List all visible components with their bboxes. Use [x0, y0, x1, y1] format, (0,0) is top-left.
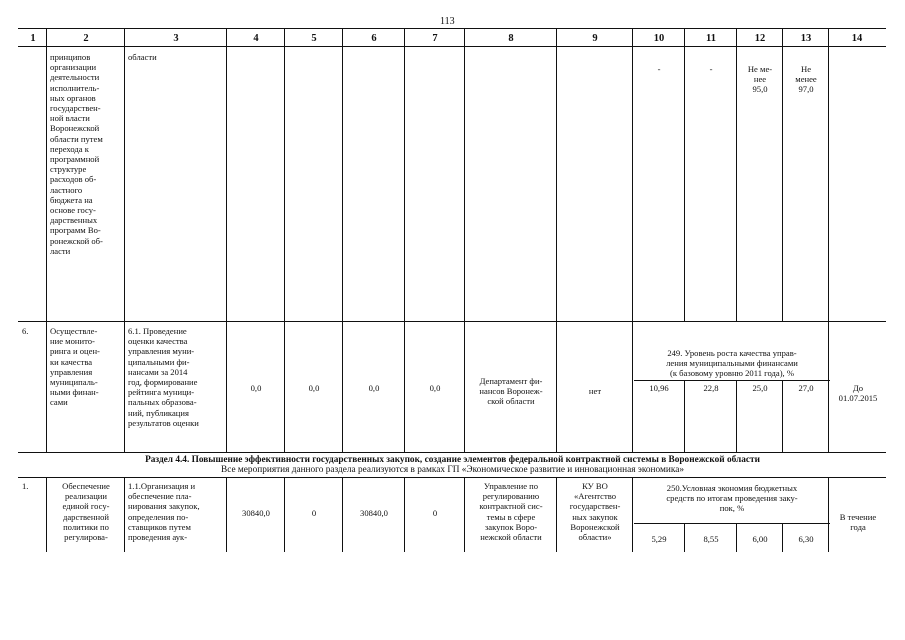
- column-number: 11: [706, 33, 716, 44]
- measure-text: области: [128, 52, 157, 62]
- value-col10: 10,96: [649, 383, 669, 393]
- value-col11: -: [709, 64, 713, 74]
- column-number: 6: [371, 33, 377, 44]
- page-number: 113: [440, 16, 455, 27]
- value-col12: Не ме- нее 95,0: [747, 64, 773, 95]
- indicator-text: 250.Условная экономия бюджетных средств по итогам проведения заку- пок, %: [666, 483, 798, 514]
- section-subtitle: Все мероприятия данного раздела реализуются в рамках ГП «Экономическое развитие и инновационная экономика»: [221, 465, 684, 475]
- goal-text: Обеспечение реализации единой госу- дарственной политики по регулирова-: [62, 481, 110, 543]
- value-col4: 30840,0: [242, 508, 270, 518]
- column-number: 8: [508, 33, 514, 44]
- section-title: Раздел 4.4. Повышение эффективности государственных закупок, создание элементов федеральной контрактной системы в Воронежской области: [145, 455, 760, 465]
- row-number: 1.: [22, 481, 29, 491]
- term-text: В течение года: [839, 512, 877, 533]
- column-number: 5: [311, 33, 317, 44]
- executor-text: Управление по регулированию контрактной сис- темы в сфере закупок Воро- нежской области: [479, 481, 543, 543]
- indicator-text: 249. Уровень роста качества управ- ления муниципальными финансами (к базовому уровню 2011 года), %: [666, 348, 798, 379]
- participant-text: КУ ВО «Агентство государствен- ных закупок Воронежской области»: [569, 481, 621, 543]
- value-col7: 0: [432, 508, 438, 518]
- measure-text: 1.1.Организация и обеспечение пла- нирования закупок, определения по- ставщиков путем проведения аук-: [128, 481, 200, 543]
- goal-text: принципов организации деятельности исполнитель- ных органов государствен- ной власти Воронежской области путем перехода к программной структуре расходов об- ластного бюджета на основе госу- дарственных программ Во- ронежской об- ласти: [50, 52, 103, 256]
- value-col11: 8,55: [703, 534, 719, 544]
- column-number: 13: [800, 33, 812, 44]
- row-number: 6.: [22, 326, 29, 336]
- column-number: 3: [173, 33, 179, 44]
- value-col7: 0,0: [429, 383, 441, 393]
- column-number: 10: [653, 33, 665, 44]
- value-col4: 0,0: [250, 383, 262, 393]
- term-text: До 01.07.2015: [838, 383, 878, 404]
- executor-text: Департамент фи- нансов Воронеж- ской области: [479, 376, 543, 407]
- column-number: 1: [30, 33, 36, 44]
- column-number: 2: [83, 33, 89, 44]
- column-number: 7: [432, 33, 438, 44]
- value-col5: 0,0: [308, 383, 320, 393]
- value-col12: 6,00: [752, 534, 768, 544]
- column-number: 4: [253, 33, 259, 44]
- column-number: 14: [851, 33, 863, 44]
- value-col6: 30840,0: [360, 508, 388, 518]
- value-col11: 22,8: [703, 383, 719, 393]
- value-col13: 6,30: [798, 534, 814, 544]
- value-col10: -: [657, 64, 661, 74]
- participant-text: нет: [588, 386, 602, 396]
- value-col5: 0: [311, 508, 317, 518]
- value-col13: Не менее 97,0: [795, 64, 817, 95]
- goal-text: Осуществле- ние монито- ринга и оцен- ки качества управления муниципаль- ными финан- сами: [50, 326, 100, 408]
- column-number: 9: [592, 33, 598, 44]
- value-col10: 5,29: [651, 534, 667, 544]
- measure-text: 6.1. Проведение оценки качества управления муни- ципальными фи- нансами за 2014 год, формирование рейтинга муници- пальных образова- ний, публикация результатов оценки: [128, 326, 199, 428]
- value-col6: 0,0: [368, 383, 380, 393]
- value-col13: 27,0: [798, 383, 814, 393]
- column-number: 12: [754, 33, 766, 44]
- value-col12: 25,0: [752, 383, 768, 393]
